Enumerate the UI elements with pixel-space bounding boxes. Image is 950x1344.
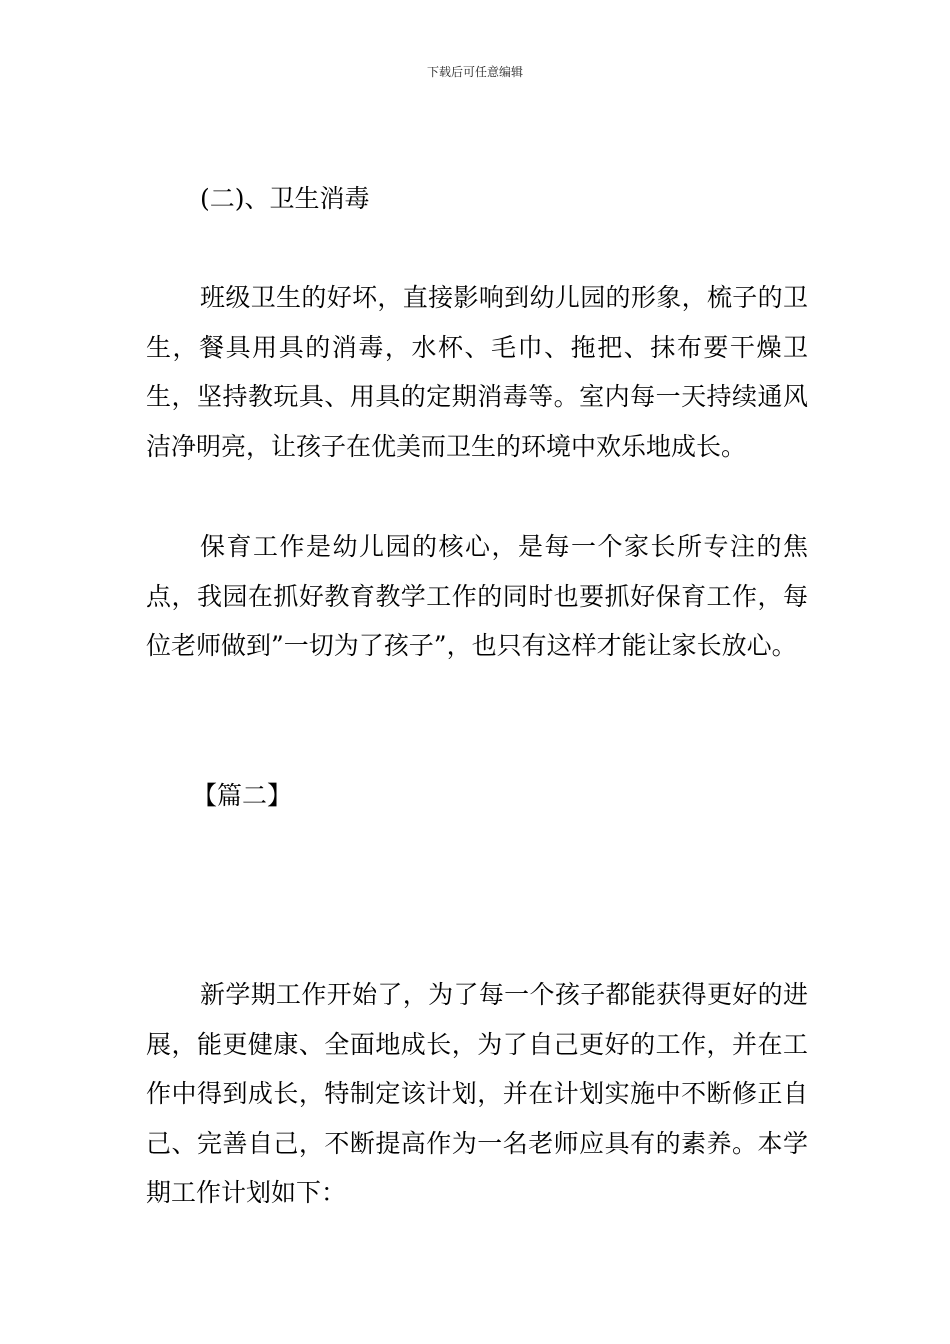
section-heading-part-two: 【篇二】 bbox=[192, 781, 293, 810]
page-header: 下载后可任意编辑 bbox=[426, 65, 523, 79]
paragraph-hygiene: 班级卫生的好坏，直接影响到幼儿园的形象，梳子的卫生，餐具用具的消毒，水杯、毛巾、拖把、抹布要干燥卫生，坚持教玩具、用具的定期消毒等。室内每一天持续通风洁净明亮，让孩子在优美而卫生的环境中欢乐地成长。 bbox=[146, 283, 808, 461]
paragraph-new-semester: 新学期工作开始了，为了每一个孩子都能获得更好的进展，能更健康、全面地成长，为了自己更好的工作，并在工作中得到成长，特制定该计划，并在计划实施中不断修正自己、完善自己，不断提高作为一名老师应具有的素养。本学期工作计划如下： bbox=[146, 980, 808, 1207]
paragraph-care-work: 保育工作是幼儿园的核心，是每一个家长所专注的焦点，我园在抓好教育教学工作的同时也要抓好保育工作，每位老师做到”一切为了孩子”，也只有这样才能让家长放心。 bbox=[146, 532, 808, 660]
section-heading-hygiene: (二)、卫生消毒 bbox=[200, 184, 370, 213]
